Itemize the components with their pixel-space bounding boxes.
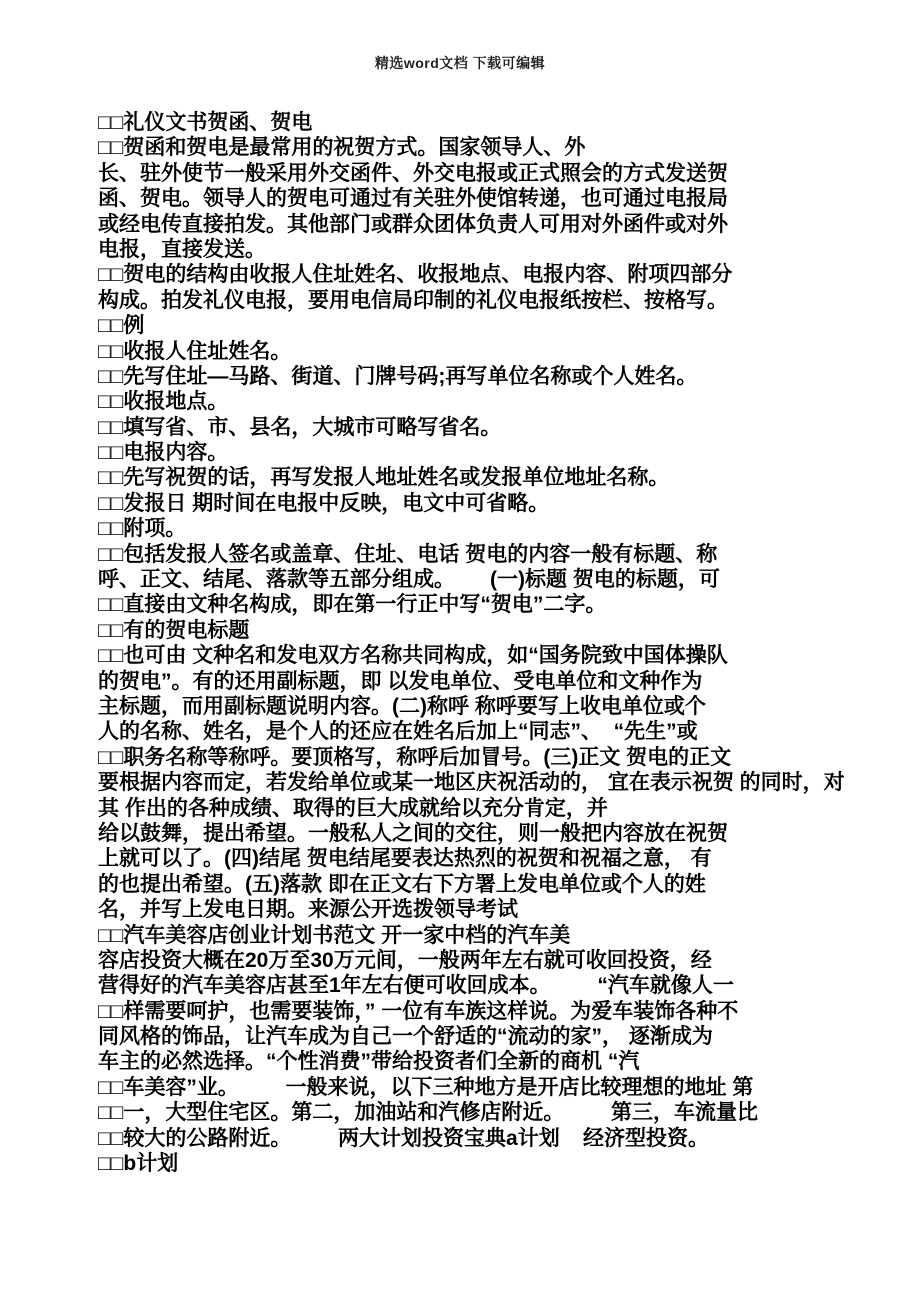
text-line-5: 或经电传直接拍发。其他部门或群众团体负责人可用对外函件或对外 — [98, 212, 728, 236]
text-line-2: □□贺函和贺电是最常用的祝贺方式。国家领导人、外 — [98, 136, 586, 160]
text-line-7: □□贺电的结构由收报人住址姓名、收报地点、电报内容、附项四部分 — [98, 263, 733, 287]
text-line-3: 长、驻外使节一般采用外交函件、外交电报或正式照会的方式发送贺 — [98, 161, 728, 185]
header-note: 精选word文档 下载可编辑 — [374, 55, 546, 71]
text-line-30: 上就可以了。(四)结尾 贺电结尾要表达热烈的祝贺和祝福之意， 有 — [98, 847, 712, 871]
text-line-34: 容店投资大概在20万至30万元间，一般两年左右就可收回投资，经 — [98, 948, 712, 972]
text-line-25: 人的名称、姓名，是个人的还应在姓名后加上“同志”、 “先生”或 — [98, 720, 698, 744]
text-line-39: □□车美容”业。 一般来说，以下三种地方是开店比较理想的地址 第 — [98, 1075, 754, 1099]
text-line-15: □□先写祝贺的话，再写发报人地址姓名或发报单位地址名称。 — [98, 466, 670, 490]
text-line-29: 给以鼓舞，提出希望。一般私人之间的交往，则一般把内容放在祝贺 — [98, 821, 728, 845]
text-line-18: □□包括发报人签名或盖章、住址、电话 贺电的内容一般有标题、称 — [98, 542, 718, 566]
text-line-31: 的也提出希望。(五)落款 即在正文右下方署上发电单位或个人的姓 — [98, 872, 706, 896]
text-line-4: 函、贺电。领导人的贺电可通过有关驻外使馆转递，也可通过电报局 — [98, 187, 728, 211]
text-line-8: 构成。拍发礼仪电报，要用电信局印制的礼仪电报纸按栏、按格写。 — [98, 288, 728, 312]
text-line-21: □□有的贺电标题 — [98, 618, 250, 642]
text-line-24: 主标题，而用副标题说明内容。(二)称呼 称呼要写上收电单位或个 — [98, 694, 706, 718]
text-line-35: 营得好的汽车美容店甚至1年左右便可收回成本。 “汽车就像人一 — [98, 974, 734, 998]
document-body — [98, 110, 898, 1176]
text-line-42: □□b计划 — [98, 1152, 179, 1176]
text-line-33: □□汽车美容店创业计划书范文 开一家中档的汽车美 — [98, 923, 571, 947]
text-line-13: □□填写省、市、县名，大城市可略写省名。 — [98, 415, 502, 439]
text-line-14: □□电报内容。 — [98, 441, 229, 465]
text-line-6: 电报，直接发送。 — [98, 237, 266, 261]
text-line-19: 呼、正文、结尾、落款等五部分组成。 (一)标题 贺电的标题，可 — [98, 568, 720, 592]
text-line-10: □□收报人住址姓名。 — [98, 339, 292, 363]
text-line-41: □□较大的公路附近。 两大计划投资宝典a计划 经济型投资。 — [98, 1126, 710, 1150]
text-line-20: □□直接由文种名构成，即在第一行正中写“贺电”二字。 — [98, 593, 607, 617]
text-line-17: □□附项。 — [98, 517, 187, 541]
text-line-36: □□样需要呵护，也需要装饰，” 一位有车族这样说。为爱车装饰各种不 — [98, 999, 739, 1023]
text-line-11: □□先写住址—马路、街道、门牌号码;再写单位名称或个人姓名。 — [98, 364, 698, 388]
text-line-9: □□例 — [98, 314, 145, 338]
text-line-1: □□礼仪文书贺函、贺电 — [98, 111, 313, 134]
text-line-32: 名，并写上发电日期。来源公开选拨领导考试 — [98, 898, 518, 922]
text-line-22: □□也可由 文种名和发电双方名称共同构成，如“国务院致中国体操队 — [98, 644, 728, 668]
text-line-27: 要根据内容而定，若发给单位或某一地区庆祝活动的， 宜在表示祝贺 的同时，对 — [98, 771, 845, 795]
text-line-26: □□职务名称等称呼。要顶格写，称呼后加冒号。(三)正文 贺电的正文 — [98, 745, 732, 769]
text-line-12: □□收报地点。 — [98, 390, 229, 414]
text-line-16: □□发报日 期时间在电报中反映，电文中可省略。 — [98, 491, 550, 515]
text-line-38: 车主的必然选择。“个性消费”带给投资者们全新的商机 “汽 — [98, 1050, 640, 1074]
text-line-37: 同风格的饰品，让汽车成为自己一个舒适的“流动的家”， 逐渐成为 — [98, 1025, 713, 1049]
text-line-23: 的贺电”。有的还用副标题，即 以发电单位、受电单位和文种作为 — [98, 669, 703, 693]
text-line-28: 其 作出的各种成绩、取得的巨大成就给以充分肯定，并 — [98, 796, 608, 820]
text-line-40: □□一，大型住宅区。第二，加油站和汽修店附近。 第三，车流量比 — [98, 1101, 759, 1125]
